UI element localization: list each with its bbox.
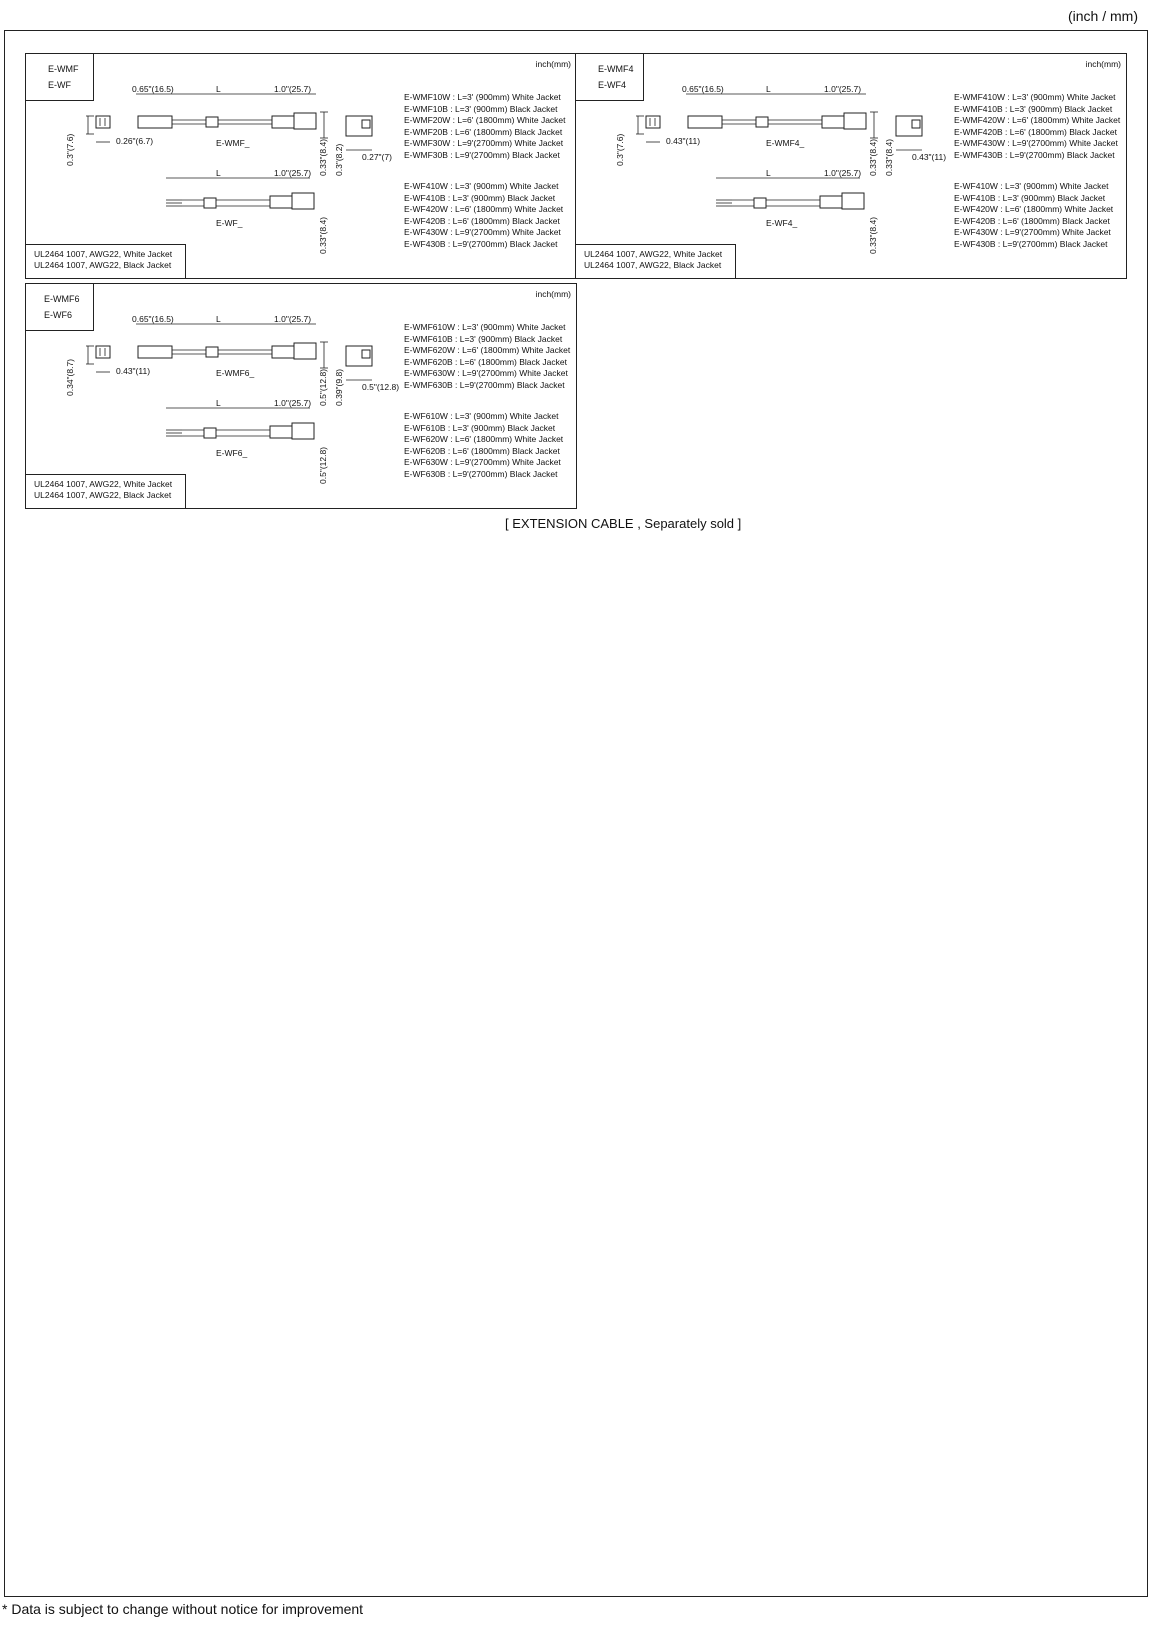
cable-label-top: E-WMF_	[216, 138, 250, 148]
unit-header: (inch / mm)	[1068, 8, 1138, 24]
panel-e-wmf	[25, 53, 577, 279]
units-label: inch(mm)	[1085, 59, 1121, 69]
spec-line: E-WMF430W : L=9'(2700mm) White Jacket	[954, 138, 1118, 148]
dim-l-2: L	[216, 398, 221, 408]
spec-line: E-WMF410B : L=3' (900mm) Black Jacket	[954, 103, 1113, 114]
model-title-2: E-WF	[48, 80, 71, 90]
spec-line: E-WF420W : L=6' (1800mm) White Jacket	[954, 204, 1114, 214]
dim-end-h: 0.3"(7.6)	[65, 133, 75, 166]
dim-l-2: L	[766, 168, 771, 178]
spec-list-top	[404, 322, 570, 391]
spec-line: E-WMF20W : L=6' (1800mm) White Jacket	[404, 115, 566, 125]
spec-line: E-WMF630W : L=9'(2700mm) White Jacket	[404, 368, 568, 378]
spec-line: E-WMF620B : L=6' (1800mm) Black Jacket	[404, 356, 567, 367]
panel-e-wmf4	[575, 53, 1127, 279]
spec-line: E-WMF430B : L=9'(2700mm) Black Jacket	[954, 149, 1115, 160]
dim-right-len: 1.0"(25.7)	[824, 84, 862, 94]
dim-wf-h: 0.33"(8.4)	[318, 216, 328, 254]
model-title-box	[576, 54, 644, 101]
dim-end-w: 0.43"(11)	[116, 366, 151, 376]
spec-line: E-WF630B : L=9'(2700mm) Black Jacket	[404, 468, 558, 479]
dim-fem-w: 0.43"(11)	[912, 152, 947, 162]
model-title-2: E-WF4	[598, 80, 626, 90]
cable-label-top: E-WMF6_	[216, 368, 255, 378]
spec-list-bottom	[954, 181, 1113, 250]
dim-fem-w: 0.27"(7)	[362, 152, 392, 162]
model-title-2: E-WF6	[44, 310, 72, 320]
cable-bottom	[166, 168, 328, 254]
dim-end-h: 0.34"(8.7)	[65, 358, 75, 396]
dim-left-len: 0.65"(16.5)	[132, 84, 174, 94]
dim-fem-h: 0.3"(8.2)	[334, 143, 344, 176]
spec-line: E-WF610W : L=3' (900mm) White Jacket	[404, 411, 559, 421]
cable-top	[132, 314, 328, 406]
female-end-view	[884, 116, 946, 176]
spec-line: E-WF430W : L=9'(2700mm) White Jacket	[404, 227, 561, 237]
dim-wf-h: 0.5"(12.8)	[318, 446, 328, 484]
spec-line: E-WMF30B : L=9'(2700mm) Black Jacket	[404, 149, 560, 160]
model-title-1: E-WMF6	[44, 294, 80, 304]
spec-line: E-WMF10B : L=3' (900mm) Black Jacket	[404, 103, 558, 114]
spec-list-bottom	[404, 181, 563, 250]
cable-spec-box	[26, 474, 186, 508]
cable-bottom	[716, 168, 878, 254]
cable-white: UL2464 1007, AWG22, White Jacket	[34, 479, 173, 489]
dim-right-len-2: 1.0"(25.7)	[824, 168, 862, 178]
cable-black: UL2464 1007, AWG22, Black Jacket	[34, 490, 172, 500]
dim-l-2: L	[216, 168, 221, 178]
spec-line: E-WMF420W : L=6' (1800mm) White Jacket	[954, 115, 1121, 125]
spec-line: E-WF620W : L=6' (1800mm) White Jacket	[404, 434, 564, 444]
dim-right-len-2: 1.0"(25.7)	[274, 168, 312, 178]
dim-l: L	[216, 84, 221, 94]
spec-line: E-WMF410W : L=3' (900mm) White Jacket	[954, 92, 1116, 102]
model-title-1: E-WMF	[48, 64, 79, 74]
cable-white: UL2464 1007, AWG22, White Jacket	[584, 249, 723, 259]
spec-line: E-WMF610W : L=3' (900mm) White Jacket	[404, 322, 566, 332]
dim-fem-h: 0.33"(8.4)	[884, 138, 894, 176]
figure-caption: [ EXTENSION CABLE , Separately sold ]	[505, 516, 742, 531]
spec-line: E-WF430B : L=9'(2700mm) Black Jacket	[404, 238, 558, 249]
cable-spec-box	[26, 244, 186, 278]
spec-line: E-WMF30W : L=9'(2700mm) White Jacket	[404, 138, 564, 148]
spec-line: E-WF410B : L=3' (900mm) Black Jacket	[954, 192, 1106, 203]
dim-l: L	[766, 84, 771, 94]
spec-line: E-WMF10W : L=3' (900mm) White Jacket	[404, 92, 561, 102]
dim-wf-h: 0.33"(8.4)	[868, 216, 878, 254]
cable-bottom	[166, 398, 328, 484]
dim-right-len: 1.0"(25.7)	[274, 314, 312, 324]
panel-e-wmf6	[25, 283, 577, 509]
end-view-connector	[615, 116, 700, 166]
female-end-view	[334, 116, 392, 176]
dim-end-h: 0.3"(7.6)	[615, 133, 625, 166]
dim-left-len: 0.65"(16.5)	[682, 84, 724, 94]
spec-list-top	[954, 92, 1120, 161]
model-title-box	[26, 284, 94, 331]
spec-line: E-WF430B : L=9'(2700mm) Black Jacket	[954, 238, 1108, 249]
cable-black: UL2464 1007, AWG22, Black Jacket	[584, 260, 722, 270]
footnote: * Data is subject to change without notice for improvement	[2, 1601, 364, 1617]
dim-end-w: 0.26"(6.7)	[116, 136, 154, 146]
spec-line: E-WMF610B : L=3' (900mm) Black Jacket	[404, 333, 563, 344]
spec-line: E-WF420W : L=6' (1800mm) White Jacket	[404, 204, 564, 214]
model-title-box	[26, 54, 94, 101]
cable-black: UL2464 1007, AWG22, Black Jacket	[34, 260, 172, 270]
cable-top	[682, 84, 878, 176]
cable-spec-box	[576, 244, 736, 278]
dim-right-len-2: 1.0"(25.7)	[274, 398, 312, 408]
spec-line: E-WF630W : L=9'(2700mm) White Jacket	[404, 457, 561, 467]
dim-fem-h: 0.39"(9.8)	[334, 368, 344, 406]
spec-line: E-WF420B : L=6' (1800mm) Black Jacket	[404, 215, 560, 226]
spec-line: E-WF410W : L=3' (900mm) White Jacket	[954, 181, 1109, 191]
spec-list-top	[404, 92, 566, 161]
end-view-connector	[65, 346, 150, 396]
cable-top	[132, 84, 328, 176]
spec-line: E-WF410W : L=3' (900mm) White Jacket	[404, 181, 559, 191]
cable-white: UL2464 1007, AWG22, White Jacket	[34, 249, 173, 259]
dim-l: L	[216, 314, 221, 324]
dim-male-h: 0.33"(8.4)	[318, 138, 328, 176]
units-label: inch(mm)	[535, 289, 571, 299]
spec-list-bottom	[404, 411, 563, 480]
spec-line: E-WF610B : L=3' (900mm) Black Jacket	[404, 422, 556, 433]
dim-fem-w: 0.5"(12.8)	[362, 382, 400, 392]
cable-label-bottom: E-WF6_	[216, 448, 248, 458]
spec-line: E-WF430W : L=9'(2700mm) White Jacket	[954, 227, 1111, 237]
spec-line: E-WF620B : L=6' (1800mm) Black Jacket	[404, 445, 560, 456]
units-label: inch(mm)	[535, 59, 571, 69]
spec-line: E-WMF630B : L=9'(2700mm) Black Jacket	[404, 379, 565, 390]
dim-male-h: 0.5"(12.8)	[318, 368, 328, 406]
spec-line: E-WMF20B : L=6' (1800mm) Black Jacket	[404, 126, 563, 137]
spec-line: E-WMF420B : L=6' (1800mm) Black Jacket	[954, 126, 1117, 137]
spec-line: E-WMF620W : L=6' (1800mm) White Jacket	[404, 345, 571, 355]
dim-right-len: 1.0"(25.7)	[274, 84, 312, 94]
model-title-1: E-WMF4	[598, 64, 634, 74]
cable-label-top: E-WMF4_	[766, 138, 805, 148]
dim-end-w: 0.43"(11)	[666, 136, 701, 146]
dim-male-h: 0.33"(8.4)	[868, 138, 878, 176]
female-end-view	[334, 346, 399, 406]
cable-label-bottom: E-WF_	[216, 218, 243, 228]
cable-label-bottom: E-WF4_	[766, 218, 798, 228]
spec-line: E-WF420B : L=6' (1800mm) Black Jacket	[954, 215, 1110, 226]
dim-left-len: 0.65"(16.5)	[132, 314, 174, 324]
spec-line: E-WF410B : L=3' (900mm) Black Jacket	[404, 192, 556, 203]
